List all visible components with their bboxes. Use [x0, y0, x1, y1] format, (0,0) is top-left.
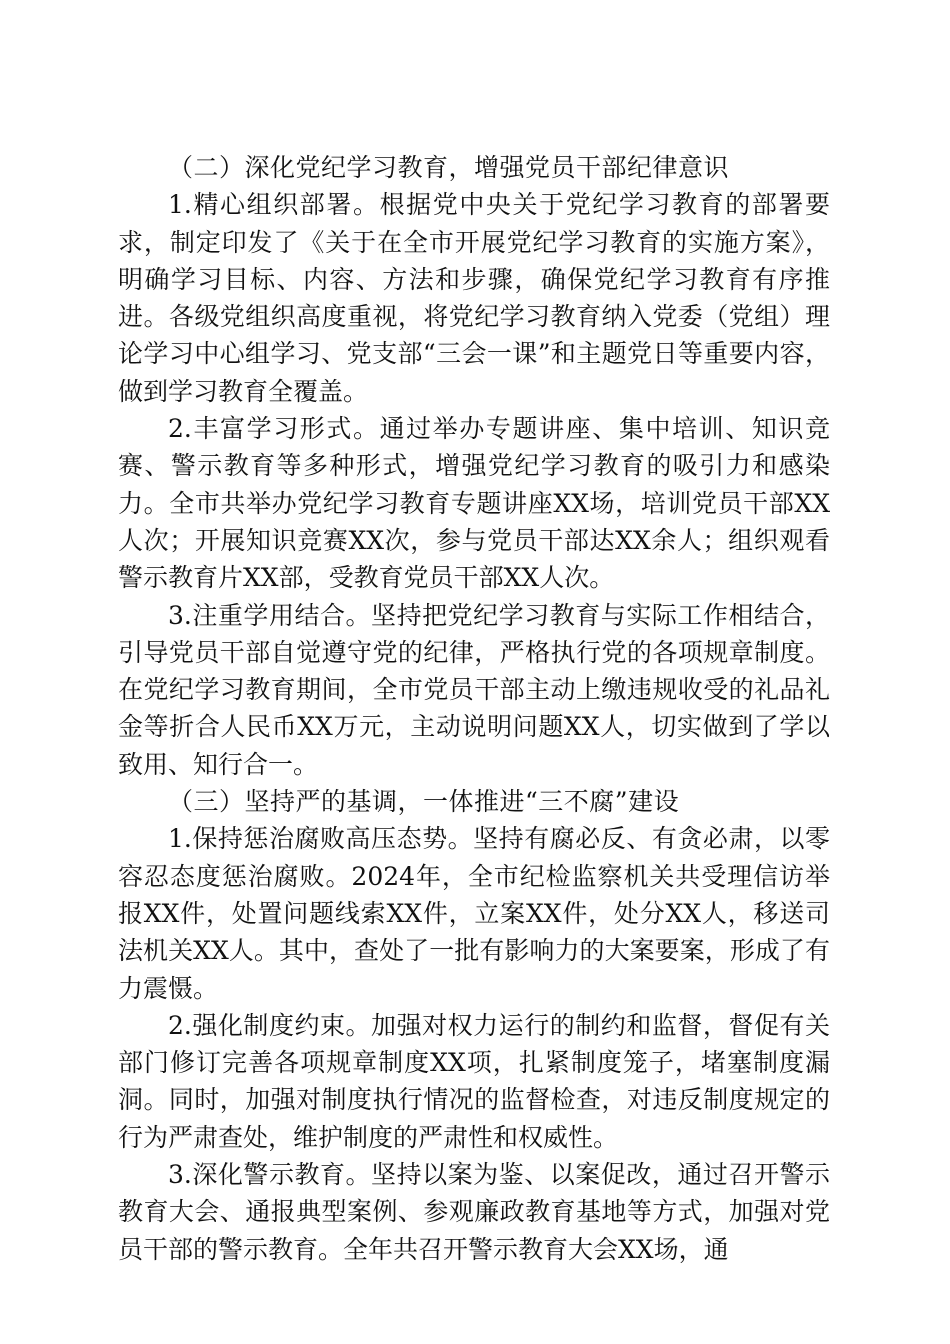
paragraph: 3.深化警示教育。坚持以案为鉴、以案促改，通过召开警示教育大会、通报典型案例、参观廉政教育基地等方式，加强对党员干部的警示教育。全年共召开警示教育大会XX场，通 — [118, 1160, 830, 1264]
section-heading: （三）坚持严的基调，一体推进“三不腐”建设 — [168, 787, 680, 817]
paragraph: 2.丰富学习形式。通过举办专题讲座、集中培训、知识竞赛、警示教育等多种形式，增强党纪学习教育的吸引力和感染力。全市共举办党纪学习教育专题讲座XX场，培训党员干部XX人次；开展知识竞赛XX次，参与党员干部达XX余人；组织观看警示教育片XX部，受教育党员干部XX人次。 — [118, 414, 830, 593]
section-heading: （二）深化党纪学习教育，增强党员干部纪律意识 — [168, 153, 730, 182]
paragraph: 1.精心组织部署。根据党中央关于党纪学习教育的部署要求，制定印发了《关于在全市开展党纪学习教育的实施方案》，明确学习目标、内容、方法和步骤，确保党纪学习教育有序推进。各级党组织高度重视，将党纪学习教育纳入党委（党组）理论学习中心组学习、党支部“三会一课”和主题党日等重要内容，做到学习教育全覆盖。 — [118, 190, 830, 406]
paragraph: 1.保持惩治腐败高压态势。坚持有腐必反、有贪必肃，以零容忍态度惩治腐败。2024年，全市纪检监察机关共受理信访举报XX件，处置问题线索XX件，立案XX件，处分XX人，移送司法机关XX人。其中，查处了一批有影响力的大案要案，形成了有力震慑。 — [118, 824, 830, 1003]
paragraph: 2.强化制度约束。加强对权力运行的制约和监督，督促有关部门修订完善各项规章制度XX项，扎紧制度笼子，堵塞制度漏洞。同时，加强对制度执行情况的监督检查，对违反制度规定的行为严肃查处，维护制度的严肃性和权威性。 — [118, 1010, 830, 1152]
paragraph: 3.注重学用结合。坚持把党纪学习教育与实际工作相结合，引导党员干部自觉遵守党的纪律，严格执行党的各项规章制度。在党纪学习教育期间，全市党员干部主动上缴违规收受的礼品礼金等折合人民币XX万元，主动说明问题XX人，切实做到了学以致用、知行合一。 — [118, 600, 830, 779]
document-body — [118, 149, 830, 1268]
